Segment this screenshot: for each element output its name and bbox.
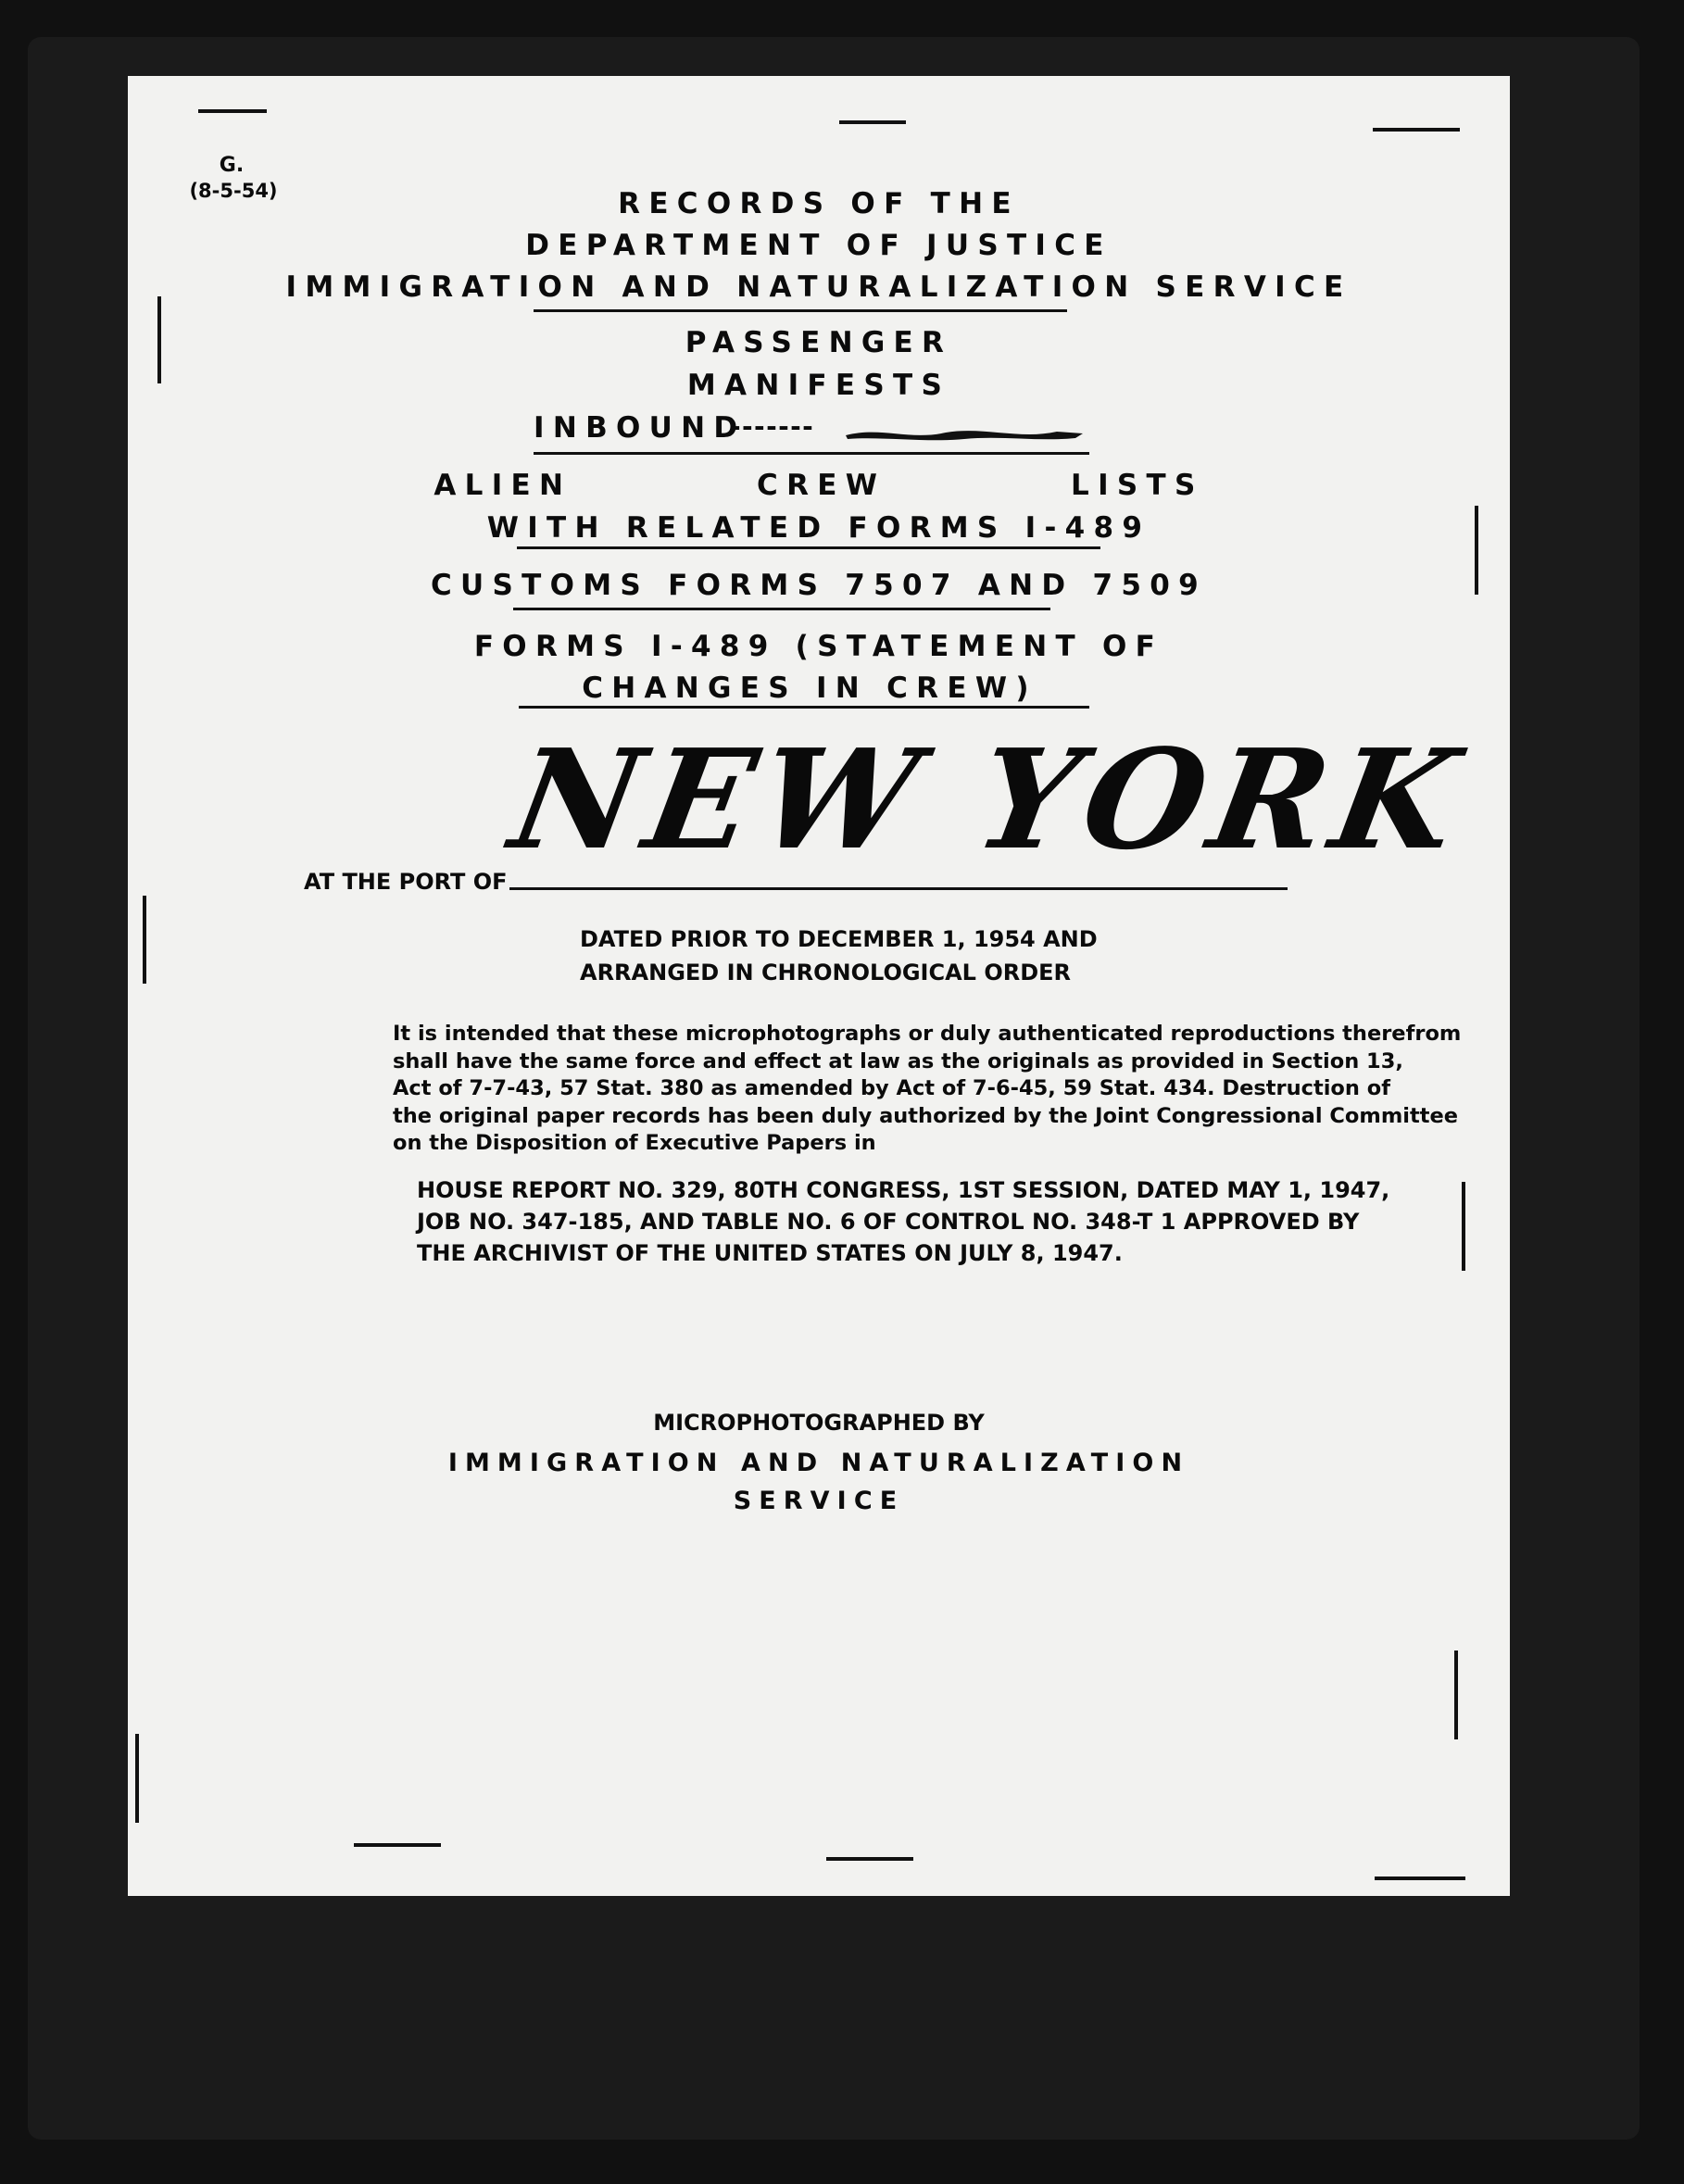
statement-line-3: Act of 7-7-43, 57 Stat. 380 as amended by Act of 7-6-45, 59 Stat. 434. Destruction of bbox=[393, 1076, 1390, 1100]
underline-inbound bbox=[534, 452, 1089, 455]
registration-mark-top-center bbox=[839, 120, 906, 124]
statement-line-4: the original paper records has been duly authorized by the Joint Congressional Committee bbox=[393, 1103, 1459, 1128]
underline-customs-forms bbox=[513, 608, 1050, 610]
port-signature-line bbox=[509, 887, 1288, 890]
form-letter: G. bbox=[219, 154, 245, 177]
report-line-2: JOB NO. 347-185, AND TABLE NO. 6 OF CONTROL NO. 348-T 1 APPROVED BY bbox=[417, 1209, 1360, 1235]
underline-forms-i489 bbox=[519, 706, 1089, 709]
inbound-dashes: ------- bbox=[730, 411, 815, 442]
dated-line2: ARRANGED IN CHRONOLOGICAL ORDER bbox=[580, 960, 1071, 985]
header-related-forms: WITH RELATED FORMS I-489 bbox=[486, 511, 1151, 545]
header-inbound: INBOUND bbox=[534, 411, 747, 445]
header-alien-crew-lists: ALIEN CREW LISTS bbox=[434, 469, 1204, 502]
redaction-scribble bbox=[844, 424, 1085, 443]
header-forms-i489-line1: FORMS I-489 (STATEMENT OF bbox=[473, 630, 1164, 663]
header-line-service: IMMIGRATION AND NATURALIZATION SERVICE bbox=[285, 270, 1352, 304]
port-handwritten-name: NEW YORK bbox=[500, 719, 1477, 880]
footer-agency-line1: IMMIGRATION AND NATURALIZATION bbox=[447, 1449, 1190, 1477]
header-line-department: DEPARTMENT OF JUSTICE bbox=[525, 229, 1112, 262]
statement-paragraph bbox=[393, 1021, 1486, 1158]
underline-immigration bbox=[534, 309, 1067, 312]
header-passenger: PASSENGER bbox=[685, 326, 953, 359]
report-paragraph bbox=[417, 1174, 1482, 1269]
registration-mark-top-right bbox=[1373, 128, 1460, 132]
registration-mark-bottom-right bbox=[1375, 1876, 1465, 1880]
inbound-line bbox=[534, 411, 1089, 452]
registration-mark-bottom-center bbox=[826, 1857, 913, 1861]
header-manifests: MANIFESTS bbox=[686, 369, 951, 402]
header-customs-forms: CUSTOMS FORMS 7507 AND 7509 bbox=[431, 569, 1207, 602]
statement-line-1: It is intended that these microphotographs or duly authenticated reproductions therefrom bbox=[393, 1022, 1462, 1046]
footer-agency-line2: SERVICE bbox=[733, 1487, 905, 1515]
statement-line-2: shall have the same force and effect at law as the originals as provided in Section 13, bbox=[393, 1048, 1403, 1073]
registration-mark-right-lower bbox=[1454, 1651, 1458, 1739]
statement-line-5: on the Disposition of Executive Papers in bbox=[393, 1131, 876, 1155]
registration-mark-top-left bbox=[198, 109, 267, 113]
port-label: AT THE PORT OF bbox=[304, 869, 508, 895]
footer-microphotographed-by: MICROPHOTOGRAPHED BY bbox=[653, 1410, 985, 1436]
registration-mark-left-middle bbox=[143, 896, 146, 984]
dated-line1: DATED PRIOR TO DECEMBER 1, 1954 AND bbox=[580, 926, 1098, 952]
registration-mark-bottom-left bbox=[354, 1843, 441, 1847]
report-line-1: HOUSE REPORT NO. 329, 80TH CONGRESS, 1ST SESSION, DATED MAY 1, 1947, bbox=[417, 1177, 1390, 1203]
report-line-3: THE ARCHIVIST OF THE UNITED STATES ON JULY 8, 1947. bbox=[417, 1240, 1123, 1266]
form-date: (8-5-54) bbox=[189, 180, 278, 202]
header-forms-i489-line2: CHANGES IN CREW) bbox=[582, 672, 1037, 705]
underline-related-forms bbox=[517, 546, 1100, 549]
header-line-records: RECORDS OF THE bbox=[618, 187, 1020, 220]
registration-mark-left-lower bbox=[135, 1734, 139, 1823]
document-sheet bbox=[128, 76, 1510, 1896]
